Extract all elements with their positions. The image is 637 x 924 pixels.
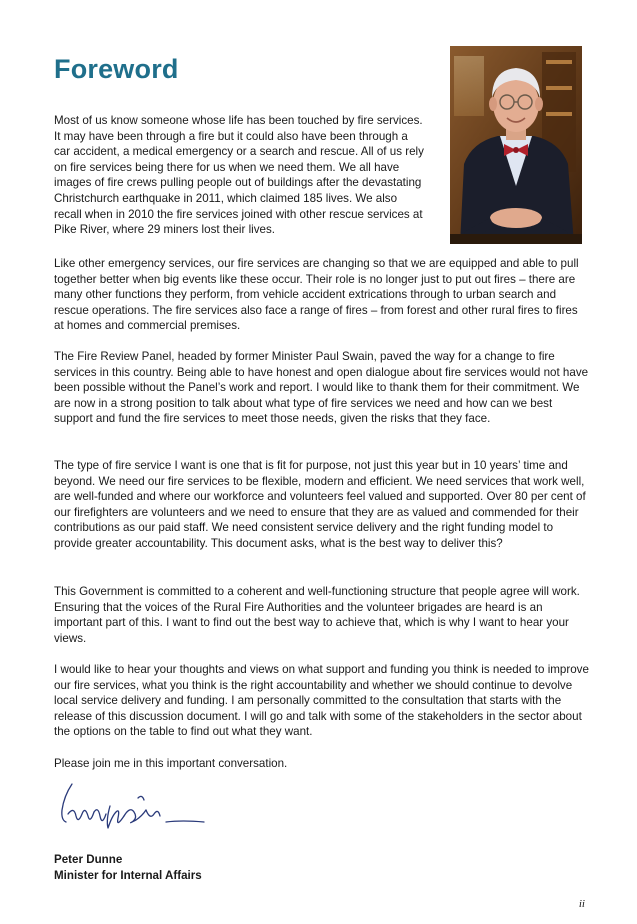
minister-portrait-photo [450, 46, 582, 244]
paragraph-6: I would like to hear your thoughts and views on what support and funding you think is needed to improve our fire services, what you think is the right accountability and whether we should continue to devolve local service delivery and funding. I am personally committed to the consultation that starts with the release of this discussion document. I will go and talk with some of the stakeholders in the sector about the options on the table to find out what they want. [54, 663, 589, 739]
signatory-role: Minister for Internal Affairs [54, 869, 202, 882]
paragraph-1: Most of us know someone whose life has been touched by fire services. It may have been through a fire but it could also have been through a car accident, a medical emergency or a search and rescue. All of us rely on fire services being there for us when we need them. We all have images of fire crews pulling people out of buildings after the devastating Christchurch earthquake in 2011, which claimed 185 lives. We also recall when in 2010 the fire services joined with other rescue services at Pike River, where 29 miners lost their lives. [54, 114, 424, 237]
signatory-name: Peter Dunne [54, 853, 123, 866]
paragraph-5: This Government is committed to a coherent and well-functioning structure that people agree will work. Ensuring that the voices of the Rural Fire Authorities and the volunteer brigades are heard is an important part of this. I want to find out the best way to achieve that, which is why I want to hear your views. [54, 585, 580, 645]
handwritten-signature [54, 776, 214, 842]
paragraph-4: The type of fire service I want is one that is fit for purpose, not just this year but in 10 years’ time and beyond. We need our fire services to be flexible, modern and efficient. We need services that work well, are well-funded and where our workforce and volunteers feel valued and supported. Over 80 per cent of our firefighters are volunteers and we need to ensure that they are as valued and commended for their contributions as our paid staff. We need consistent service delivery and the right funding model to provide greater accountability. This document asks, what is the best way to deliver this? [54, 459, 586, 550]
paragraph-7: Please join me in this important conversation. [54, 757, 288, 770]
paragraph-2: Like other emergency services, our fire services are changing so that we are equipped and able to pull together better when big events like these occur. Their role is no longer just to put out fires – there are many other functions they perform, from vehicle accident extrications through to urban search and rescue operations. The fire services also face a range of fires – from forest and other rural fires to fires at homes and commercial premises. [54, 257, 579, 333]
page-number: ii [578, 898, 585, 910]
page-title: Foreword [54, 54, 179, 84]
paragraph-3: The Fire Review Panel, headed by former Minister Paul Swain, paved the way for a change to fire services in this country. Being able to have honest and open dialogue about fire services would not have been possible without the Panel’s work and report. I would like to thank them for their commitment. We are now in a strong position to talk about what type of fire services we need and how can we best support and fund the fire services to meet those needs, given the risks that they face. [54, 350, 589, 426]
